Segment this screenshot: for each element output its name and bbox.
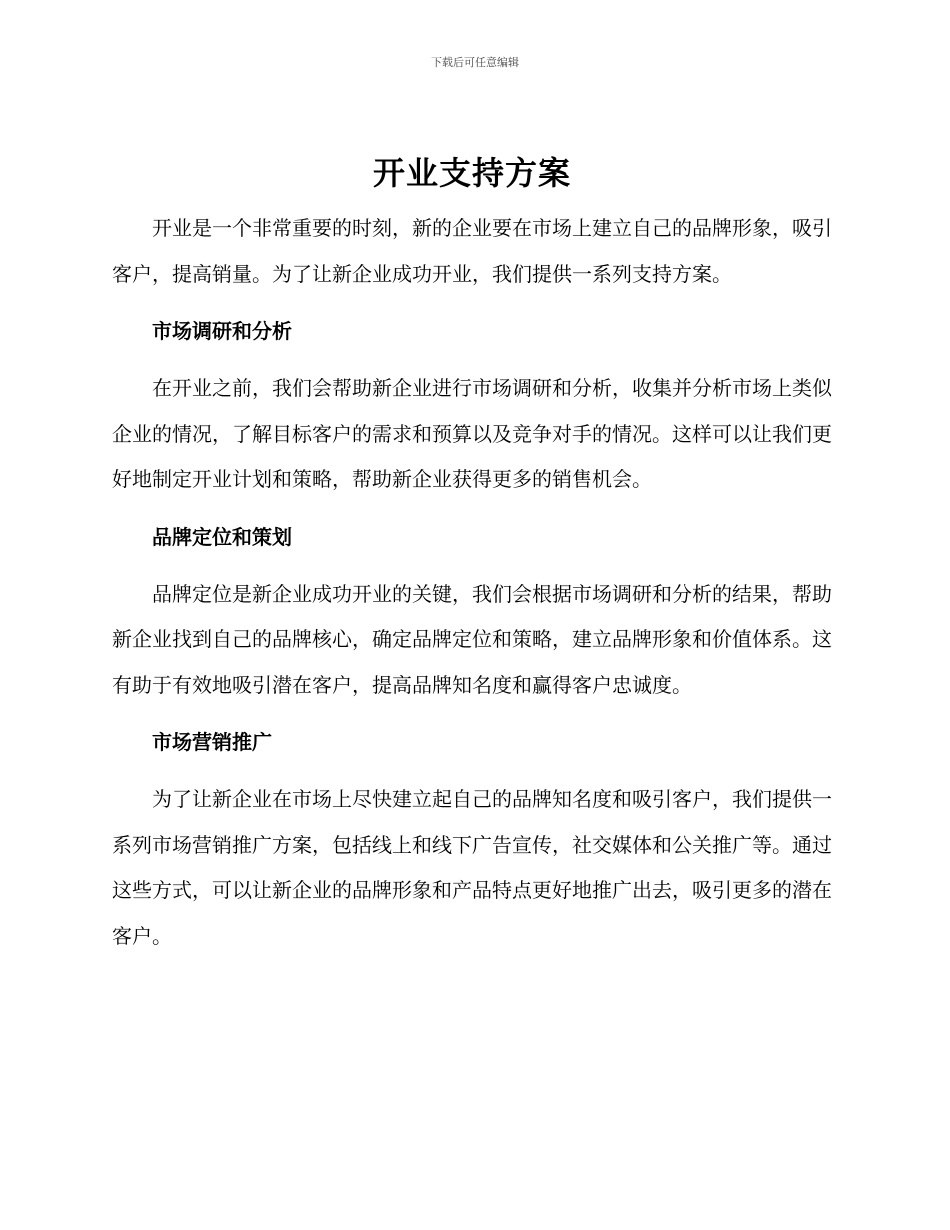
document-body [112, 150, 832, 959]
section-heading-brand-positioning: 品牌定位和策划 [152, 524, 292, 549]
section-heading-marketing-promotion: 市场营销推广 [152, 730, 272, 754]
section-body-marketing-promotion: 为了让新企业在市场上尽快建立起自己的品牌知名度和吸引客户，我们提供一系列市场营销推广方案，包括线上和线下广告宣传，社交媒体和公关推广等。通过这些方式，可以让新企业的品牌形象和产品特点更好地推广出去，吸引更多的潜在客户。 [112, 787, 832, 948]
document-title: 开业支持方案 [372, 154, 571, 192]
section-body-brand-positioning: 品牌定位是新企业成功开业的关键，我们会根据市场调研和分析的结果，帮助新企业找到自己的品牌核心，确定品牌定位和策略，建立品牌形象和价值体系。这有助于有效地吸引潜在客户，提高品牌知名度和赢得客户忠诚度。 [112, 581, 832, 697]
page-header-note: 下载后可任意编辑 [431, 56, 519, 69]
section-body-market-research: 在开业之前，我们会帮助新企业进行市场调研和分析，收集并分析市场上类似企业的情况，了解目标客户的需求和预算以及竞争对手的情况。这样可以让我们更好地制定开业计划和策略，帮助新企业获得更多的销售机会。 [112, 376, 832, 491]
section-heading-market-research: 市场调研和分析 [152, 319, 292, 343]
intro-paragraph: 开业是一个非常重要的时刻，新的企业要在市场上建立自己的品牌形象，吸引客户，提高销量。为了让新企业成功开业，我们提供一系列支持方案。 [112, 216, 832, 286]
